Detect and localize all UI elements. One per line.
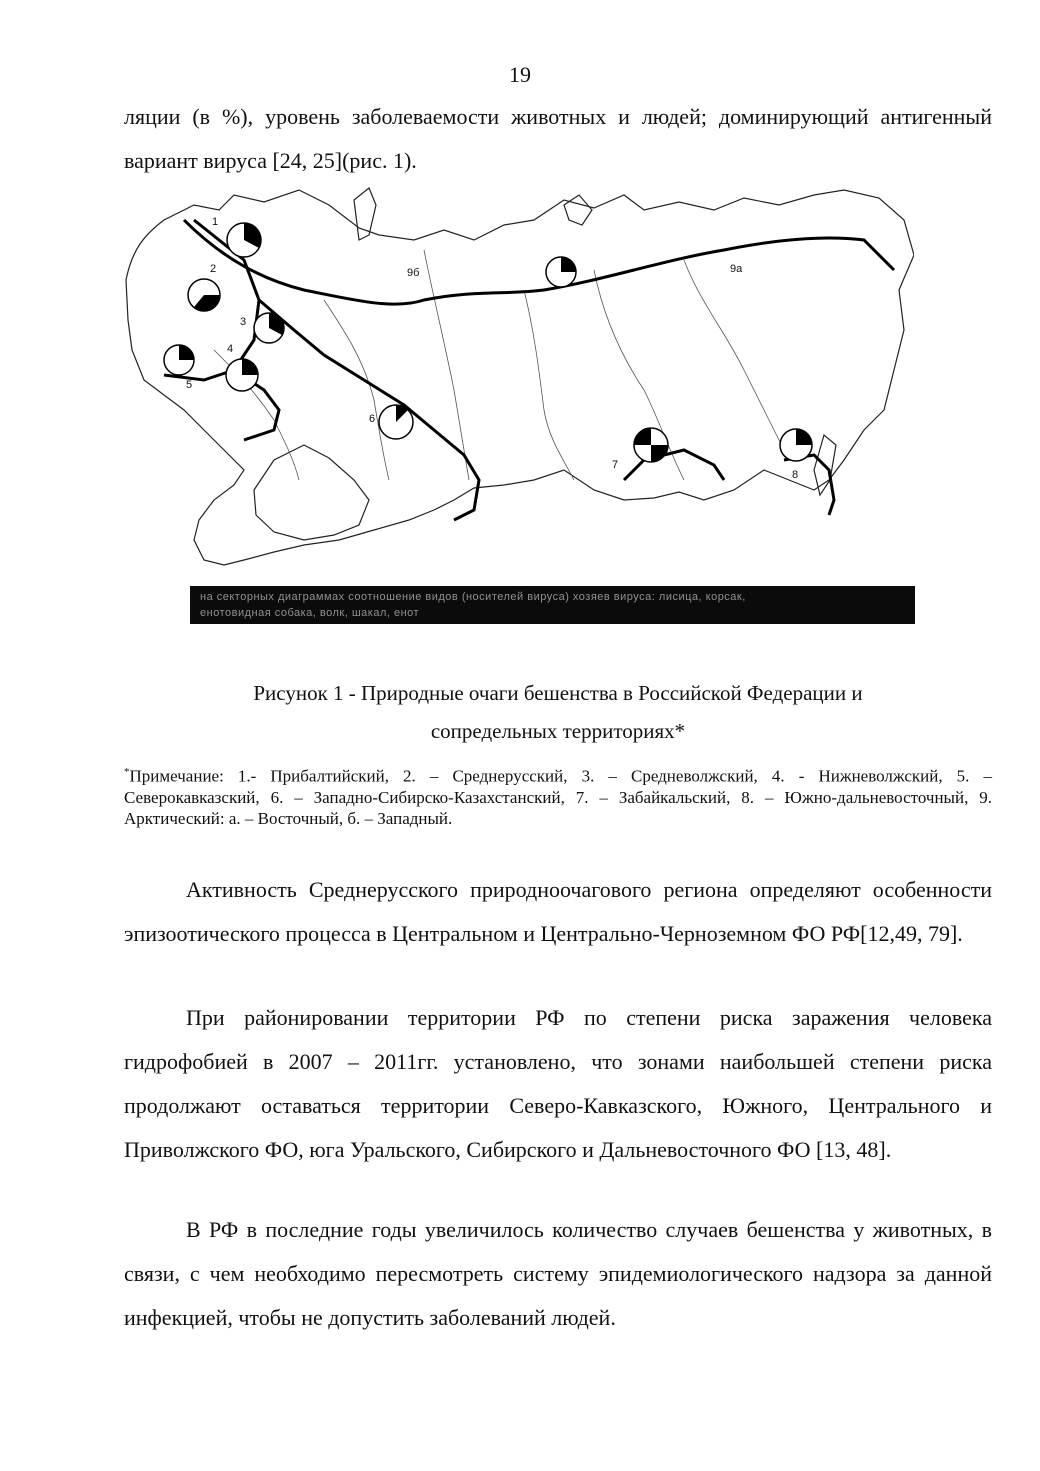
figure-caption bbox=[124, 674, 992, 750]
region-label-9b: 9б bbox=[407, 267, 420, 279]
intro-paragraph: ляции (в %), уровень заболеваемости животных и людей; доминирующий антигенный вариант вируса [24, 25](рис. 1). bbox=[124, 104, 992, 173]
page-number: 19 bbox=[509, 62, 531, 87]
legend-text-line1: на секторных диаграммах соотношение видов (носителей вируса) хозяев вируса: лисица, корсак, bbox=[200, 591, 746, 603]
region-label-4: 4 bbox=[227, 343, 234, 355]
region-label-3: 3 bbox=[240, 316, 247, 328]
body-paragraph-3: В РФ в последние годы увеличилось количество случаев бешенства у животных, в связи, с чем необходимо пересмотреть систему эпидемиологического надзора за данной инфекцией, чтобы не допустить заболеваний людей. bbox=[124, 1217, 992, 1330]
pie-1 bbox=[227, 223, 261, 257]
caption-line2: сопредельных территориях* bbox=[430, 719, 686, 743]
note-marker: * bbox=[124, 766, 130, 778]
region-label-1: 1 bbox=[212, 216, 219, 228]
pie-diagrams bbox=[164, 223, 812, 462]
region-label-7: 7 bbox=[612, 459, 619, 471]
rabies-foci-map bbox=[124, 180, 914, 570]
pie-3 bbox=[254, 313, 284, 343]
body-paragraph-1: Активность Среднерусского природноочагового региона определяют особенности эпизоотического процесса в Центральном и Центрально-Черноземном ФО РФ[12,49, 79]. bbox=[124, 877, 992, 946]
region-labels bbox=[186, 216, 798, 481]
region-label-8: 8 bbox=[792, 469, 799, 481]
pie-6 bbox=[379, 405, 413, 439]
figure-note bbox=[124, 762, 992, 829]
caption-line1: Рисунок 1 - Природные очаги бешенства в Российской Федерации и bbox=[253, 681, 863, 705]
pie-4 bbox=[226, 359, 258, 391]
region-label-5: 5 bbox=[186, 379, 193, 391]
body-paragraph-2: При районировании территории РФ по степени риска заражения человека гидрофобией в 2007 – 2011гг. установлено, что зонами наибольшей степени риска продолжают оставаться территории Северо-Кавказского, Южного, Центрального и Приволжского ФО, юга Уральского, Сибирского и Дальневосточного ФО [13, 48]. bbox=[124, 1005, 992, 1162]
region-label-6: 6 bbox=[369, 413, 376, 425]
map-rivers bbox=[214, 250, 789, 480]
pie-5 bbox=[164, 345, 194, 375]
pie-2 bbox=[188, 279, 220, 311]
legend-text-line2: енотовидная собака, волк, шакал, енот bbox=[200, 607, 420, 619]
note-text: Примечание: 1.- Прибалтийский, 2. – Среднерусский, 3. – Средневолжский, 4. - Нижневолжский, 5. – Северокавказский, 6. – Западно-Сибирско-Казахстанский, 7. – Забайкальский, 8. – Южно-дальневосточный, 9. Арктический: а. – Восточный, б. – Западный. bbox=[124, 766, 992, 828]
region-label-2: 2 bbox=[210, 263, 217, 275]
pie-8 bbox=[780, 429, 812, 461]
region-label-9a: 9а bbox=[730, 263, 743, 275]
region-boundaries bbox=[164, 220, 894, 520]
figure-legend-bar bbox=[190, 586, 915, 624]
pie-7 bbox=[634, 428, 668, 462]
pie-9a bbox=[546, 257, 576, 287]
